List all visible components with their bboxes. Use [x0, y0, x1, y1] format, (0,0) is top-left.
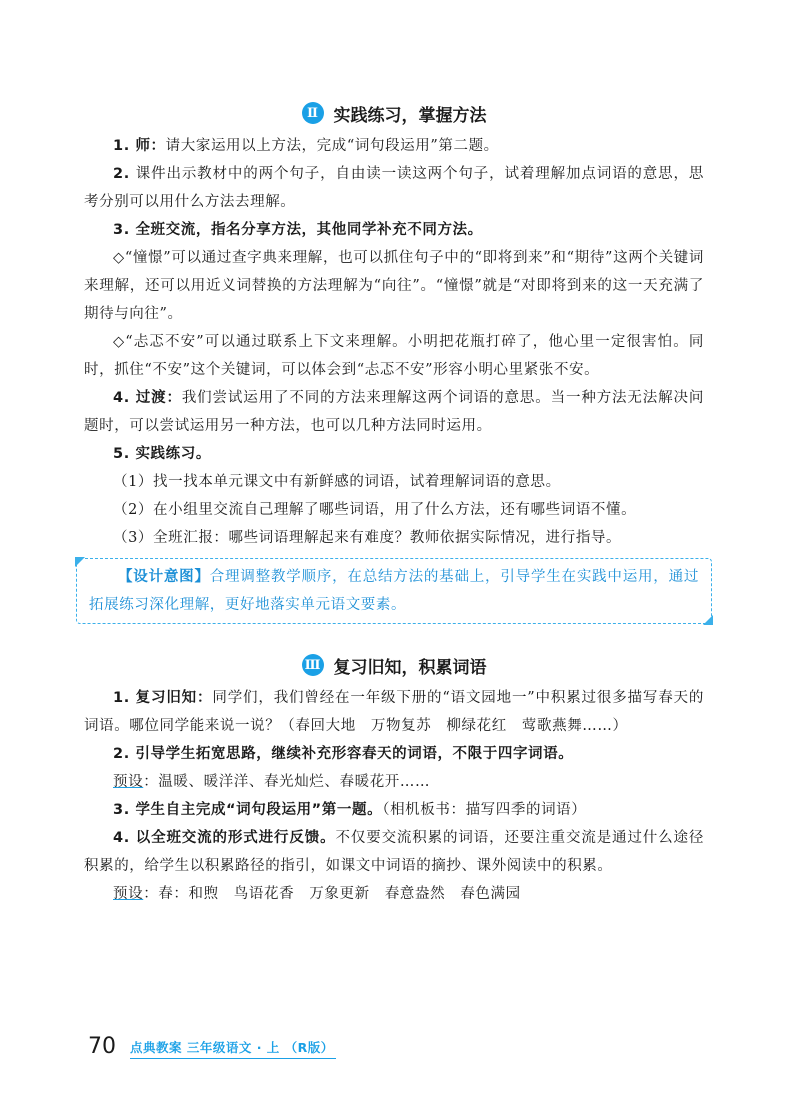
- section-2-heading: [84, 96, 704, 130]
- paragraph: ◇“忐忑不安”可以通过联系上下文来理解。小明把花瓶打碎了，他心里一定很害怕。同时，抓住“不安”这个关键词，可以体会到“忐忑不安”形容小明心里紧张不安。: [84, 334, 704, 378]
- paragraph: [84, 384, 704, 440]
- paragraph: （2）在小组里交流自己理解了哪些词语，用了什么方法，还有哪些词语不懂。: [113, 502, 637, 518]
- paragraph: [84, 768, 704, 796]
- paragraph-text: 我们尝试运用了不同的方法来理解这两个词语的意思。当一种方法无法解决问题时，可以尝试运用另一种方法，也可以几种方法同时运用。: [84, 390, 704, 434]
- paragraph-lead: 1. 师：: [113, 138, 166, 154]
- preset-label: 预设: [113, 774, 144, 790]
- section-3-numeral: Ⅲ: [302, 654, 324, 676]
- paragraph-text: 同学们，我们曾经在一年级下册的“语文园地一”中积累过很多描写春天的词语。哪位同学能来说一说？（春回大地 万物复苏 柳绿花红 莺歌燕舞……）: [84, 690, 704, 734]
- book-series-label: 点典教案 三年级语文 · 上 （R版）: [130, 1038, 336, 1059]
- corner-ornament: [75, 557, 85, 567]
- page-content: [84, 96, 704, 908]
- paragraph: [84, 160, 704, 216]
- paragraph: [84, 132, 704, 160]
- paragraph: （3）全班汇报：哪些词语理解起来有难度？教师依据实际情况，进行指导。: [113, 530, 622, 546]
- design-intent-box: [76, 558, 712, 624]
- paragraph-lead: 1. 复习旧知：: [113, 690, 213, 706]
- paragraph: [84, 880, 704, 908]
- paragraph-text: 课件出示教材中的两个句子，自由读一读这两个句子，试着理解加点词语的意思，思考分别可以用什么方法去理解。: [84, 166, 704, 210]
- paragraph: 3. 全班交流，指名分享方法，其他同学补充不同方法。: [113, 222, 483, 238]
- design-intent-tag: 【设计意图】: [118, 568, 210, 585]
- paragraph-text: （相机板书：描写四季的词语）: [382, 802, 587, 818]
- paragraph-text: ：春：和煦 鸟语花香 万象更新 春意盎然 春色满园: [143, 886, 521, 902]
- paragraph-lead: 4. 以全班交流的形式进行反馈。: [113, 830, 336, 846]
- page-number: 70: [88, 1034, 116, 1059]
- preset-label: 预设: [113, 886, 144, 902]
- paragraph: [84, 824, 704, 880]
- section-3-heading: [84, 648, 704, 682]
- design-intent-text: [89, 563, 699, 619]
- paragraph-lead: 3. 学生自主完成“词句段运用”第一题。: [113, 802, 383, 818]
- paragraph: ◇“憧憬”可以通过查字典来理解，也可以抓住句子中的“即将到来”和“期待”这两个关键词来理解，还可以用近义词替换的方法理解为“向往”。“憧憬”就是“对即将到来的这一天充满了期待与向往”。: [84, 250, 704, 322]
- paragraph-text: ：温暖、暖洋洋、春光灿烂、春暖花开……: [143, 774, 431, 790]
- paragraph: 2. 引导学生拓宽思路，继续补充形容春天的词语，不限于四字词语。: [113, 746, 574, 762]
- paragraph: （1）找一找本单元课文中有新鲜感的词语，试着理解词语的意思。: [113, 474, 561, 490]
- corner-ornament: [703, 615, 713, 625]
- paragraph: 5. 实践练习。: [113, 446, 211, 462]
- section-3-title: 复习旧知，积累词语: [333, 657, 487, 678]
- section-2-numeral: Ⅱ: [302, 102, 324, 124]
- section-2-title: 实践练习，掌握方法: [333, 105, 487, 126]
- paragraph-lead: 4. 过渡：: [113, 390, 182, 406]
- design-intent-body: 合理调整教学顺序，在总结方法的基础上，引导学生在实践中运用，通过拓展练习深化理解，更好地落实单元语文要素。: [89, 569, 699, 613]
- paragraph-text: 请大家运用以上方法，完成“词句段运用”第二题。: [165, 138, 499, 154]
- paragraph: [84, 796, 704, 824]
- paragraph: [84, 684, 704, 740]
- page-footer: [88, 1035, 336, 1059]
- paragraph-lead: 2.: [113, 166, 136, 182]
- paragraph-text: 不仅要交流积累的词语，还要注重交流是通过什么途径积累的，给学生以积累路径的指引，如课文中词语的摘抄、课外阅读中的积累。: [84, 830, 704, 874]
